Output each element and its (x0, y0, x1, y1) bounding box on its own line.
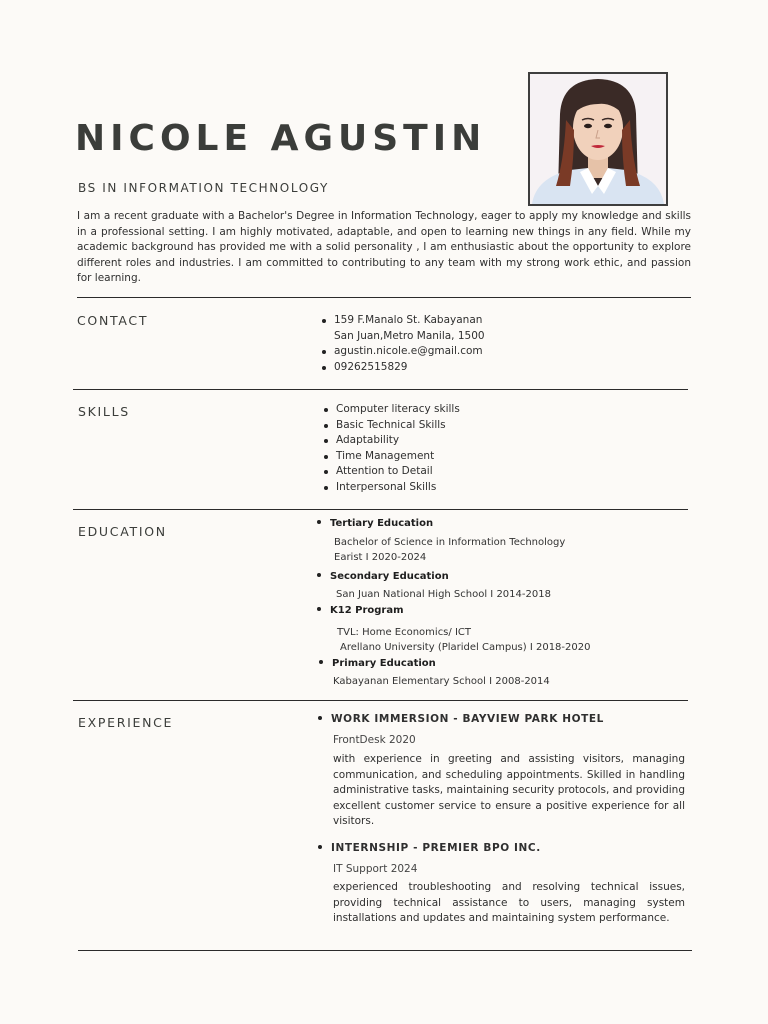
contact-address (320, 313, 690, 344)
contact-phone: 09262515829 (320, 360, 690, 376)
headline: BS IN INFORMATION TECHNOLOGY (78, 181, 329, 195)
skill-item: Basic Technical Skills (322, 418, 692, 434)
education-tertiary-school: Earist I 2020-2024 (334, 552, 427, 563)
education-tertiary-title: Tertiary Education (317, 518, 433, 529)
experience-description: experienced troubleshooting and resolving technical issues, providing technical assistance to users, managing system installations and updates and maintaining system performance. (333, 881, 685, 924)
contact-section (320, 313, 690, 375)
education-secondary-school: San Juan National High School I 2014-2018 (336, 589, 551, 600)
section-label-skills: SKILLS (78, 404, 130, 419)
candidate-name: NICOLE AGUSTIN (75, 118, 487, 159)
portrait-illustration (530, 74, 666, 204)
education-secondary-title: Secondary Education (317, 571, 449, 582)
experience-role: FrontDesk 2020 (333, 734, 416, 746)
divider (73, 389, 688, 390)
education-k12-school: Arellano University (Plaridel Campus) I 2018-2020 (340, 642, 591, 653)
skill-item: Attention to Detail (322, 464, 692, 480)
experience-title: INTERNSHIP - PREMIER BPO INC. (318, 842, 541, 854)
divider (73, 700, 688, 701)
education-primary-school: Kabayanan Elementary School I 2008-2014 (333, 676, 550, 687)
skills-section (322, 402, 692, 495)
section-label-experience: EXPERIENCE (78, 715, 174, 730)
skill-item: Time Management (322, 449, 692, 465)
experience-role: IT Support 2024 (333, 863, 418, 875)
divider (73, 509, 688, 510)
experience-title: WORK IMMERSION - BAYVIEW PARK HOTEL (318, 713, 604, 725)
divider (78, 950, 692, 951)
section-label-contact: CONTACT (77, 313, 149, 328)
experience-description: with experience in greeting and assisting visitors, managing communication, and scheduling appointments. Skilled in handling administrative tasks, maintaining security protocols, and providing excellent customer service to ensure a positive experience for all visitors. (333, 753, 685, 827)
education-primary-title: Primary Education (319, 658, 436, 669)
education-k12-title: K12 Program (317, 605, 404, 616)
skill-item: Adaptability (322, 433, 692, 449)
contact-email: agustin.nicole.e@gmail.com (320, 344, 690, 360)
address-line-1: 159 F.Manalo St. Kabayanan (334, 314, 483, 326)
section-label-education: EDUCATION (78, 524, 167, 539)
profile-photo (528, 72, 668, 206)
skill-item: Interpersonal Skills (322, 480, 692, 496)
skill-item: Computer literacy skills (322, 402, 692, 418)
education-k12-track: TVL: Home Economics/ ICT (337, 627, 471, 638)
divider (77, 297, 691, 298)
address-line-2: San Juan,Metro Manila, 1500 (334, 329, 485, 342)
education-tertiary-degree: Bachelor of Science in Information Technology (334, 537, 566, 548)
summary: I am a recent graduate with a Bachelor's Degree in Information Technology, eager to apply my knowledge and skills in a professional setting. I am highly motivated, adaptable, and open to learning new things in any field. While my academic background has provided me with a solid personality , I am enthusiastic about the opportunity to explore different roles and industries. I am committed to contributing to any team with my strong work ethic, and passion for learning. (77, 210, 691, 284)
